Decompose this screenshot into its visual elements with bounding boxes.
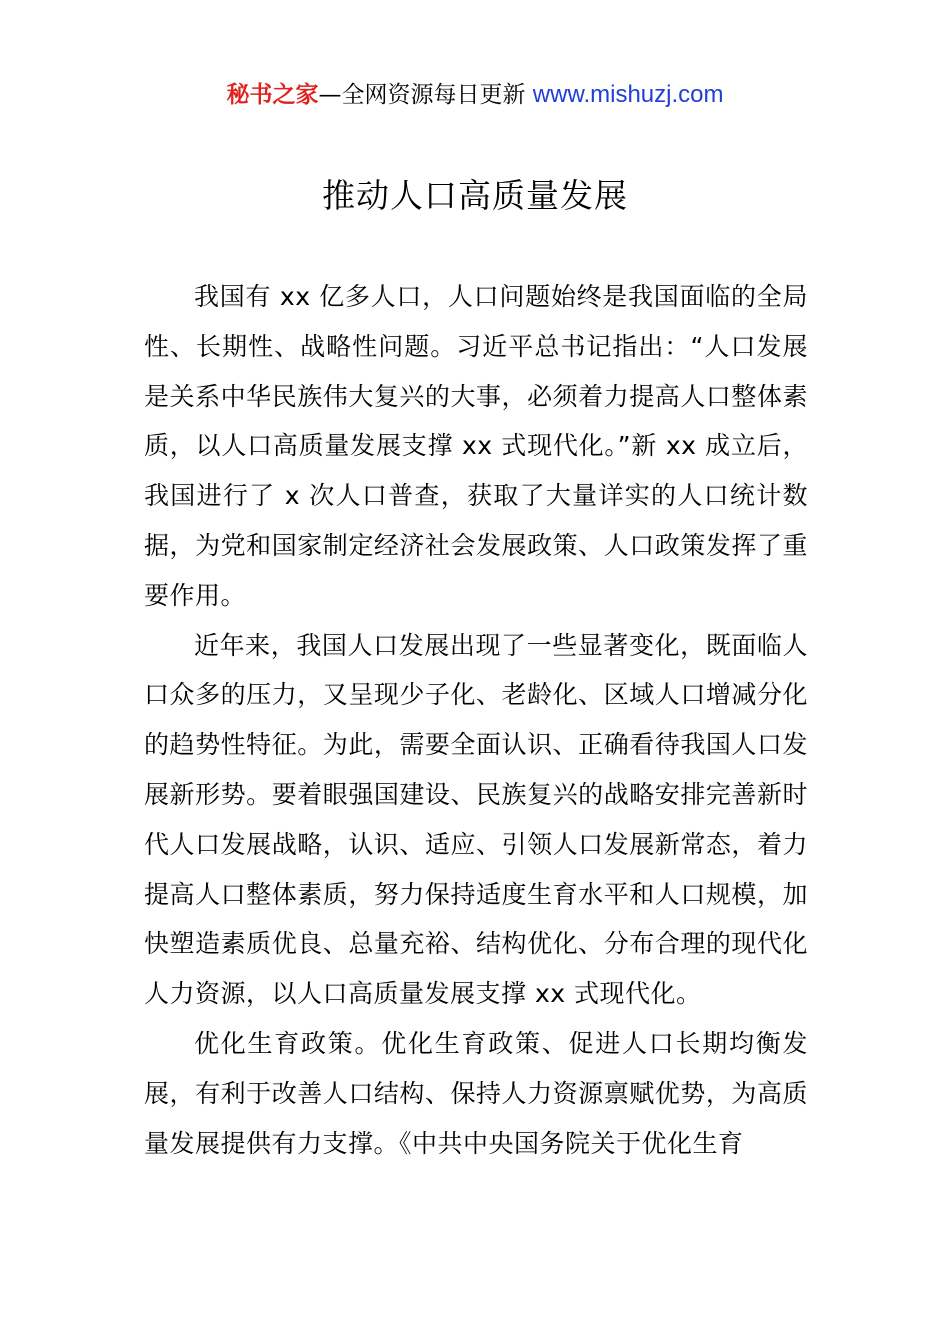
paragraph-1: 我国有 xx 亿多人口，人口问题始终是我国面临的全局性、长期性、战略性问题。习近平总书记指出：“人口发展是关系中华民族伟大复兴的大事，必须着力提高人口整体素质，以人口高质量发展支撑 xx 式现代化。”新 xx 成立后，我国进行了 x 次人口普查，获取了大量详实的人口统计数据，为党和国家制定经济社会发展政策、人口政策发挥了重要作用。: [144, 282, 808, 610]
site-url-link[interactable]: www.mishuzj.com: [532, 81, 724, 108]
paragraph-2: 近年来，我国人口发展出现了一些显著变化，既面临人口众多的压力，又呈现少子化、老龄化、区域人口增减分化的趋势性特征。为此，需要全面认识、正确看待我国人口发展新形势。要着眼强国建设、民族复兴的战略安排完善新时代人口发展战略，认识、适应、引领人口发展新常态，着力提高人口整体素质，努力保持适度生育水平和人口规模，加快塑造素质优良、总量充裕、结构优化、分布合理的现代化人力资源，以人口高质量发展支撑 xx 式现代化。: [144, 630, 808, 1009]
site-header: [0, 78, 950, 112]
document-title: 推动人口高质量发展: [322, 176, 628, 215]
site-tagline: —全网资源每日更新: [318, 82, 533, 108]
site-brand: 秘书之家: [226, 82, 319, 108]
paragraph-3: 优化生育政策。优化生育政策、促进人口长期均衡发展，有利于改善人口结构、保持人力资源禀赋优势，为高质量发展提供有力支撑。《中共中央国务院关于优化生育: [144, 1028, 808, 1158]
document-body: [144, 272, 808, 1168]
